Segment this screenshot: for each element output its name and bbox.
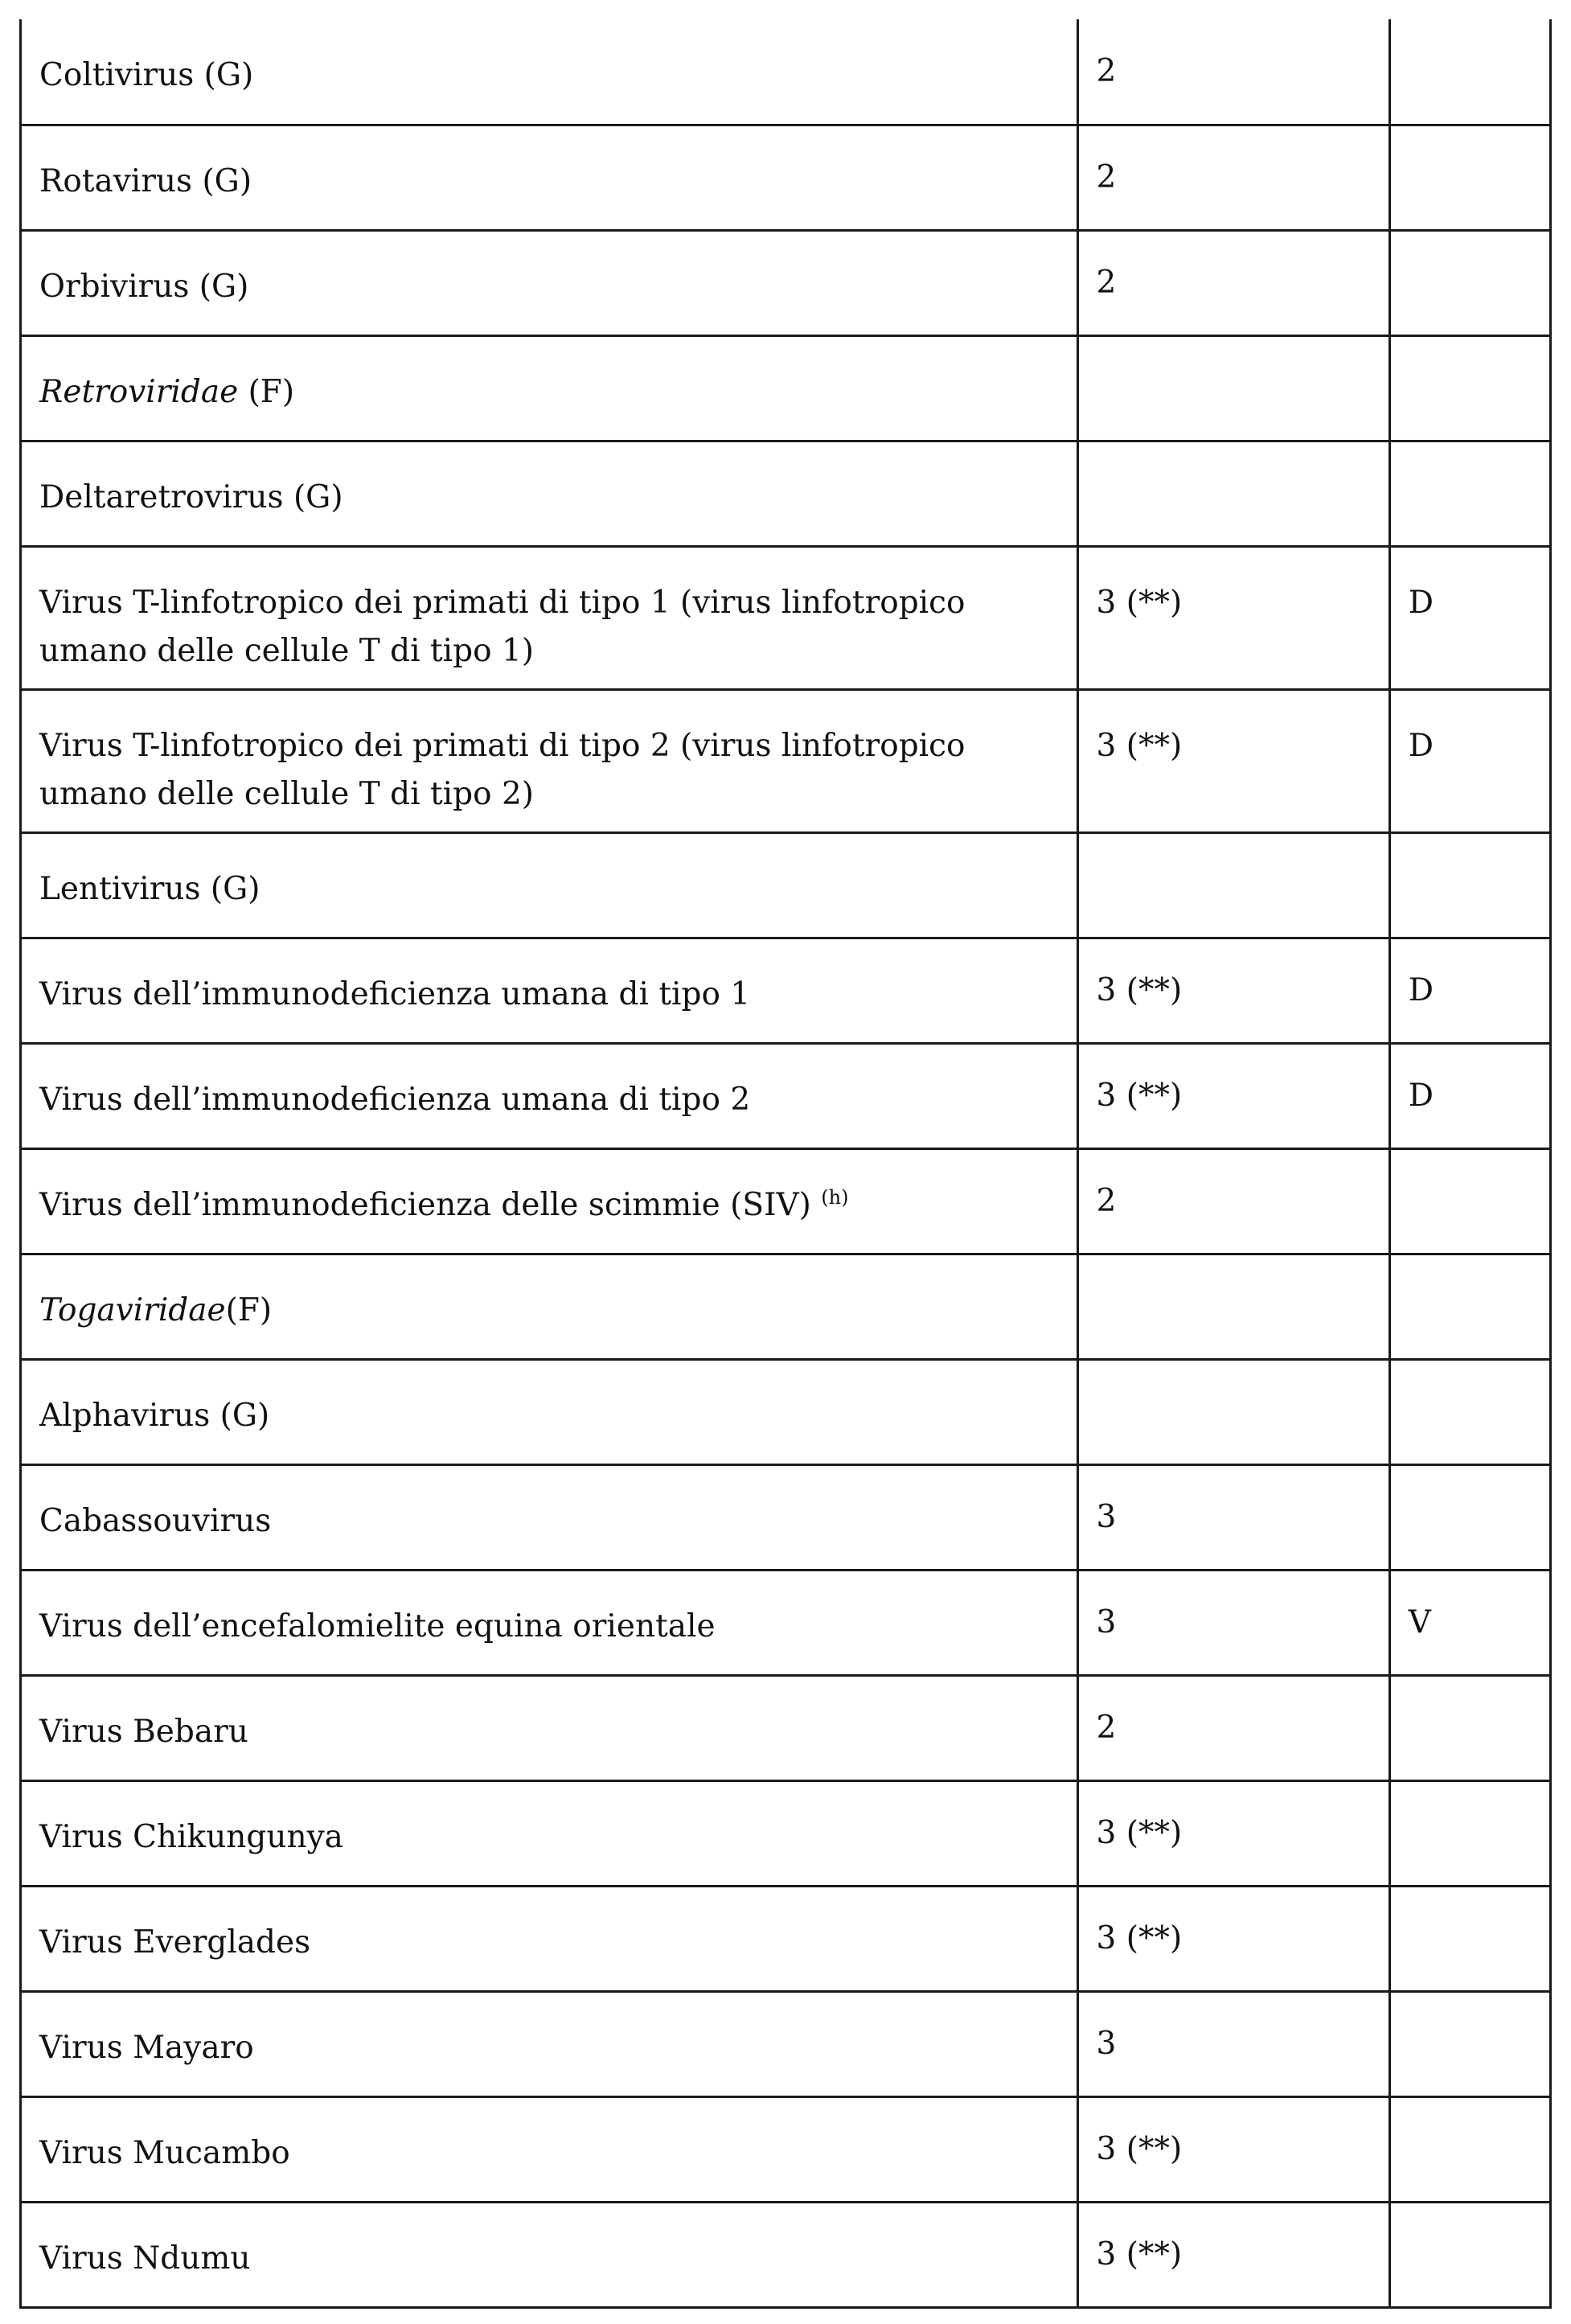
agent-name-cell [21, 125, 1078, 230]
table-row [21, 1043, 1551, 1148]
classification-cell: 2 [1077, 125, 1389, 230]
notes-cell: D [1389, 1043, 1550, 1148]
classification-cell: 3 (**) [1077, 546, 1389, 689]
notes-cell [1389, 2202, 1550, 2307]
agent-name: Coltivirus [39, 56, 195, 93]
agent-name-cell [21, 1886, 1078, 1991]
agent-name-cell [21, 441, 1078, 546]
agent-name: Virus dell’encefalomielite equina orientale [39, 1608, 716, 1644]
notes-cell [1389, 125, 1550, 230]
table-row [21, 2202, 1551, 2307]
classification-cell: 3 (**) [1077, 1043, 1389, 1148]
classification-cell [1077, 1359, 1389, 1464]
agent-name-cell [21, 938, 1078, 1043]
notes-cell [1389, 2096, 1550, 2202]
classification-cell: 3 [1077, 1464, 1389, 1570]
agent-name-cell [21, 335, 1078, 441]
agent-rank: (G) [210, 1397, 270, 1434]
agent-name-cell [21, 1780, 1078, 1886]
classification-cell: 2 [1077, 19, 1389, 125]
notes-cell [1389, 1148, 1550, 1254]
agent-name-cell [21, 1570, 1078, 1675]
agent-name-cell [21, 689, 1078, 832]
agent-name: Rotavirus [39, 162, 193, 199]
table-row [21, 689, 1551, 832]
table-row [21, 2096, 1551, 2202]
notes-cell [1389, 1464, 1550, 1570]
agent-name: Virus Chikungunya [39, 1818, 343, 1855]
notes-cell [1389, 1780, 1550, 1886]
notes-cell [1389, 1359, 1550, 1464]
classification-cell: 3 [1077, 1991, 1389, 2096]
notes-cell [1389, 335, 1550, 441]
biological-agents-table [19, 19, 1552, 2309]
notes-cell [1389, 441, 1550, 546]
notes-cell [1389, 1886, 1550, 1991]
agent-name-cell [21, 1043, 1078, 1148]
agent-name: Virus Ndumu [39, 2240, 251, 2277]
classification-cell: 2 [1077, 230, 1389, 335]
agent-rank: (G) [189, 268, 249, 305]
table-row [21, 230, 1551, 335]
agent-rank: (G) [200, 870, 260, 907]
agent-name: Virus Bebaru [39, 1713, 248, 1750]
agent-name-cell [21, 1991, 1078, 2096]
agent-name-cell [21, 2202, 1078, 2307]
notes-cell [1389, 1254, 1550, 1359]
table-row [21, 546, 1551, 689]
table-row [21, 1780, 1551, 1886]
notes-cell: D [1389, 689, 1550, 832]
classification-cell: 3 (**) [1077, 2202, 1389, 2307]
notes-cell [1389, 230, 1550, 335]
footnote-marker: (h) [821, 1185, 849, 1209]
notes-cell [1389, 832, 1550, 938]
table-row [21, 832, 1551, 938]
table-row [21, 335, 1551, 441]
table-row [21, 1675, 1551, 1780]
classification-cell: 3 (**) [1077, 2096, 1389, 2202]
notes-cell: D [1389, 938, 1550, 1043]
classification-cell: 2 [1077, 1148, 1389, 1254]
agent-name: Deltaretrovirus [39, 478, 284, 515]
agent-name: Lentivirus [39, 870, 201, 907]
agent-name-cell [21, 1148, 1078, 1254]
classification-cell: 3 (**) [1077, 1780, 1389, 1886]
agent-rank: (G) [194, 56, 254, 93]
agent-name: Virus T-linfotropico dei primati di tipo 2 (virus linfotropico umano delle cellule T di tipo 2) [39, 727, 966, 812]
agent-name: Orbivirus [39, 268, 190, 305]
classification-cell: 3 (**) [1077, 938, 1389, 1043]
agent-name: Retroviridae [39, 373, 239, 410]
notes-cell [1389, 1675, 1550, 1780]
agent-name: Virus dell’immunodeficienza umana di tipo 1 [39, 975, 751, 1012]
agent-name-cell [21, 230, 1078, 335]
agent-name: Virus dell’immunodeficienza umana di tipo 2 [39, 1081, 751, 1118]
agent-rank [811, 1187, 821, 1223]
notes-cell [1389, 1991, 1550, 2096]
agent-name: Virus Mucambo [39, 2134, 290, 2171]
agent-name-cell [21, 546, 1078, 689]
agent-rank: (F) [238, 373, 295, 410]
table-row [21, 1359, 1551, 1464]
agent-name: Virus Mayaro [39, 2029, 254, 2066]
classification-cell [1077, 335, 1389, 441]
notes-cell: V [1389, 1570, 1550, 1675]
agent-rank: (F) [225, 1291, 273, 1328]
agent-name-cell [21, 1359, 1078, 1464]
agent-rank: (G) [192, 162, 252, 199]
notes-cell: D [1389, 546, 1550, 689]
table-row [21, 1464, 1551, 1570]
agent-rank: (G) [283, 478, 343, 515]
agent-name: Alphavirus [39, 1397, 211, 1434]
table-row [21, 1254, 1551, 1359]
agent-name-cell [21, 1254, 1078, 1359]
table-row [21, 125, 1551, 230]
classification-cell [1077, 441, 1389, 546]
agent-name: Virus Everglades [39, 1924, 311, 1961]
agent-name: Cabassouvirus [39, 1502, 272, 1539]
classification-cell: 2 [1077, 1675, 1389, 1780]
table-row [21, 1991, 1551, 2096]
agent-name: Virus T-linfotropico dei primati di tipo 1 (virus linfotropico umano delle cellule T di tipo 1) [39, 584, 966, 669]
table-row [21, 1570, 1551, 1675]
agent-name: Virus dell’immunodeficienza delle scimmie (SIV) [39, 1186, 811, 1223]
agent-name: Togaviridae [39, 1291, 226, 1328]
agent-name-cell [21, 1464, 1078, 1570]
table-row [21, 441, 1551, 546]
table-body [21, 19, 1551, 2307]
notes-cell [1389, 19, 1550, 125]
table-row [21, 938, 1551, 1043]
classification-cell [1077, 1254, 1389, 1359]
agent-name-cell [21, 1675, 1078, 1780]
classification-cell: 3 (**) [1077, 1886, 1389, 1991]
table-row [21, 1886, 1551, 1991]
agent-name-cell [21, 832, 1078, 938]
table-row [21, 1148, 1551, 1254]
agent-name-cell [21, 19, 1078, 125]
agent-name-cell [21, 2096, 1078, 2202]
classification-cell [1077, 832, 1389, 938]
table-row [21, 19, 1551, 125]
classification-cell: 3 [1077, 1570, 1389, 1675]
classification-cell: 3 (**) [1077, 689, 1389, 832]
